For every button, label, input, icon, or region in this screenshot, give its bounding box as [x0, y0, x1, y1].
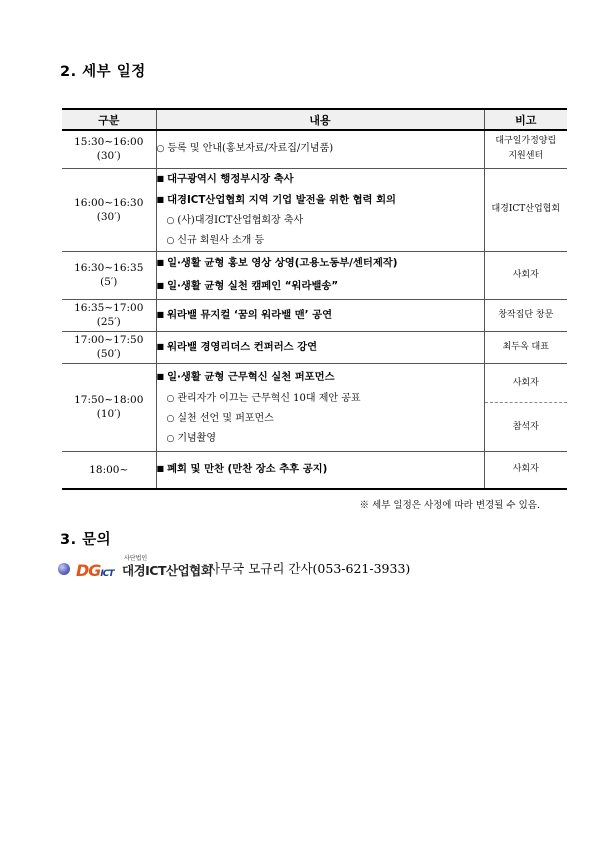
- duration: (30′): [96, 150, 121, 163]
- table-row: [62, 251, 567, 299]
- time-cell: [62, 130, 156, 168]
- content-subitem: ○ (사)대경ICT산업협회장 축사: [166, 214, 304, 226]
- square-bullet-icon: ■: [156, 173, 165, 183]
- square-bullet-icon: ■: [156, 281, 165, 290]
- content-item: ■ 워라밸 경영리더스 컨퍼러스 강연: [156, 340, 318, 353]
- content-item: ■ 폐회 및 만찬 (만찬 장소 추후 공지): [156, 463, 328, 476]
- table-row: [62, 363, 567, 451]
- square-bullet-icon: ■: [156, 341, 165, 351]
- content-cell: [156, 130, 484, 168]
- remarks-cell: 창작집단 창문: [484, 299, 567, 331]
- contact-line: [58, 553, 538, 579]
- content-subitem: ○ 기념촬영: [166, 432, 216, 444]
- section-2-title: 2. 세부 일정: [60, 64, 146, 80]
- section-3-title: 3. 문의: [60, 532, 112, 548]
- content-cell: [156, 251, 484, 299]
- time-cell: 17:50∼18:00 (10′): [62, 363, 156, 451]
- square-bullet-icon: ■: [156, 258, 165, 267]
- time-cell: 16:30∼16:35 (5′): [62, 251, 156, 299]
- square-bullet-icon: ■: [156, 464, 165, 474]
- time-cell: 18:00~: [62, 451, 156, 489]
- header-content: 내용: [156, 109, 484, 130]
- logo-small-label: 사단법인: [124, 555, 148, 562]
- circle-bullet-icon: ○: [166, 235, 175, 246]
- content-item: ■ 워라밸 뮤지컬 ‘꿈의 워라밸 맨’ 공연: [156, 308, 333, 321]
- sphere-bullet-icon: [58, 563, 70, 575]
- remarks-cell: 대구일가정양립 지원센터: [484, 130, 567, 168]
- remarks-cell: 대경ICT산업협회: [484, 168, 567, 251]
- content-item: ■ 대구광역시 행정부시장 축사: [156, 172, 294, 185]
- table-row: [62, 331, 567, 363]
- circle-bullet-icon: ○: [166, 215, 175, 226]
- table-row: [62, 130, 567, 168]
- schedule-table: [62, 108, 567, 490]
- content-cell: [156, 168, 484, 251]
- square-bullet-icon: ■: [156, 194, 165, 204]
- time-cell: 16:35∼17:00 (25′): [62, 299, 156, 331]
- content-subitem: ○ 관리자가 이끄는 근무혁신 10대 제안 공표: [166, 392, 361, 404]
- content-cell: [156, 331, 484, 363]
- content-cell: [156, 299, 484, 331]
- footnote: ※ 세부 일정은 사정에 따라 변경될 수 있음.: [359, 500, 540, 511]
- remarks-split-top: 사회자: [485, 364, 568, 403]
- content-item: ■ 일·생활 균형 홍보 영상 상영(고용노동부/센터제작): [156, 257, 398, 269]
- header-remarks: 비고: [484, 109, 567, 130]
- content-item: ■ 대경ICT산업협회 지역 기업 발전을 위한 협력 회의: [156, 193, 396, 206]
- content-item: ■ 일·생활 균형 근무혁신 실천 퍼포먼스: [156, 370, 335, 383]
- content-cell: [156, 363, 484, 451]
- content-item: ○ 등록 및 안내(홍보자료/자료집/기념품): [156, 143, 334, 155]
- remarks-cell: [484, 363, 567, 451]
- contact-text: 사무국 모규리 간사(053-621-3933): [208, 561, 411, 576]
- circle-bullet-icon: ○: [166, 413, 175, 424]
- time-range: 15:30∼16:00: [74, 136, 144, 149]
- square-bullet-icon: ■: [156, 309, 165, 319]
- content-subitem: ○ 신규 회원사 소개 등: [166, 234, 265, 246]
- table-row: [62, 168, 567, 251]
- remarks-cell: 사회자: [484, 251, 567, 299]
- remarks-split-bottom: 참석자: [512, 421, 539, 432]
- circle-bullet-icon: ○: [166, 433, 175, 444]
- time-cell: 17:00∼17:50 (50′): [62, 331, 156, 363]
- table-row: [62, 451, 567, 489]
- table-header-row: [62, 109, 567, 130]
- logo-name: 대경ICT산업협회: [122, 563, 213, 578]
- association-logo: [76, 553, 213, 580]
- header-category: 구분: [62, 109, 156, 130]
- table-row: [62, 299, 567, 331]
- content-subitem: ○ 실천 선언 및 퍼포먼스: [166, 412, 274, 424]
- remarks-cell: 사회자: [484, 451, 567, 489]
- remarks-cell: 최두옥 대표: [484, 331, 567, 363]
- square-bullet-icon: ■: [156, 371, 165, 381]
- logo-mark: DGICT: [76, 561, 114, 580]
- circle-bullet-icon: ○: [166, 393, 175, 404]
- time-cell: 16:00∼16:30 (30′): [62, 168, 156, 251]
- content-item: ■ 일·생활 균형 실천 캠페인 “워라밸송”: [156, 280, 339, 292]
- circle-bullet-icon: ○: [156, 144, 165, 155]
- content-cell: [156, 451, 484, 489]
